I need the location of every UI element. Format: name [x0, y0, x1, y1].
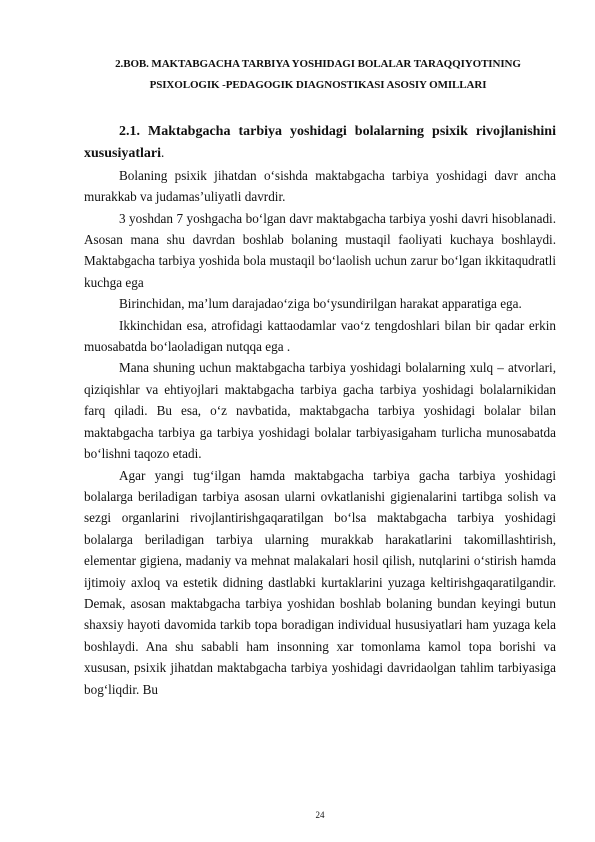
- paragraph-6: Agar yangi tug‘ilgan hamda maktabgacha tarbiya gacha tarbiya yoshidagi bolalarga beriladigan tarbiya asosan ularni ovkatlanishi gigienalarini tartibga solish va sezgi organlarini rivojlantirishgaqaratilgan bo‘lsa maktabgacha tarbiya yoshidagi bolalarga beriladigan tarbiya ularning murakkab harakatlarini takomillashtirish, elementar gigiena, madaniy va mehnat malakalari hosil qilish, nutqlarini o‘stirish hamda ijtimoiy axloq va estetik didning dastlabki kurtaklarini yuzaga keltirishgaqaratilgandir. Demak, asosan maktabgacha tarbiya yoshidan boshlab bolaning bundan keyingi butun shaxsiy hayoti davomida tarkib topa boradigan individual hususiyatlari ham yuzaga kela boshlaydi. Ana shu sababli ham insonning xar tomonlama kamol topa borishi va xususan, psixik jihatdan maktabgacha tarbiya yoshidagi davridaolgan tahlim tarbiyasiga bog‘liqdir. Bu: [84, 467, 556, 697]
- body-text: [84, 120, 556, 700]
- section-heading-suffix: .: [161, 145, 165, 161]
- section-heading: 2.1. Maktabgacha tarbiya yoshidagi bolalarning psixik rivojlanishini xususiyatlari: [84, 124, 556, 162]
- page-number: 24: [315, 810, 325, 820]
- paragraph-5: Mana shuning uchun maktabgacha tarbiya yoshidagi bolalarning xulq – atvorlari, qiziqishlar va ehtiyojlari maktabgacha tarbiya gacha tarbiya yoshidagi bolalarnikidan farq qiladi. Bu esa, o‘z navbatida, maktabgacha tarbiya yoshidagi bolalar bilan maktabgacha tarbiya ga tarbiya yoshidagi bolalar tarbiyasigaham turlicha munosabatda bo‘lishni taqozo etadi.: [84, 360, 556, 462]
- paragraph-4: Ikkinchidan esa, atrofidagi kattaodamlar vao‘z tengdoshlari bilan bir qadar erkin muosabatda bo‘laoladigan nutqqa ega .: [84, 317, 556, 355]
- section-heading-paragraph: [84, 120, 556, 165]
- chapter-title: [80, 54, 556, 96]
- chapter-title-line-1: 2.BOB. MAKTABGACHA TARBIYA YOSHIDAGI BOLALAR TARAQQIYOTINING: [115, 58, 521, 70]
- chapter-title-line-2: PSIXOLOGIK -PEDAGOGIK DIAGNOSTIKASI ASOSIY OMILLARI: [149, 79, 487, 91]
- paragraph-1: Bolaning psixik jihatdan o‘sishda maktabgacha tarbiya yoshidagi davr ancha murakkab va judamas’uliyatli davrdir.: [84, 167, 556, 205]
- paragraph-2: 3 yoshdan 7 yoshgacha bo‘lgan davr maktabgacha tarbiya yoshi davri hisoblanadi. Asosan mana shu davrdan boshlab bolaning mustaqil faoliyati kuchaya boshlaydi. Maktabgacha tarbiya yoshida bola mustaqil bo‘laolish uchun zarur bo‘lgan ikkitaqudratli kuchga ega: [84, 210, 556, 290]
- paragraph-3: Birinchidan, ma’lum darajadao‘ziga bo‘ysundirilgan harakat apparatiga ega.: [119, 296, 522, 312]
